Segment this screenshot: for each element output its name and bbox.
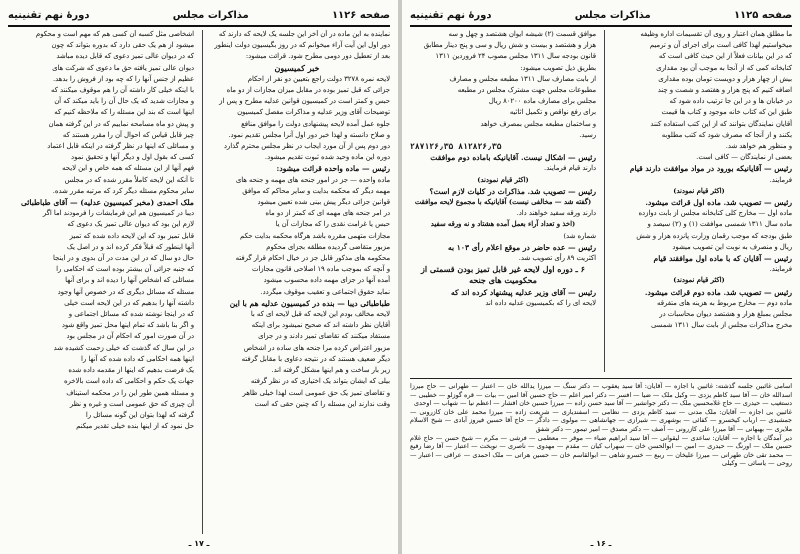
text-line: طبق بودجه که موجب رقمان وزارت پانزده هزار و شش xyxy=(636,231,792,240)
footnote-paragraph: دیر آمدگان با اجازه — آقایان: ساعدی — لیقوانی — آقا سید ابراهیم ضیاء — موقر — معظمی — فرشی — مکرم — شیخ حسن — حاج غلام حسین ملک — اورنگ — حیدری — امین — ابوالحسن خان — سهراب کیان — مقدم — مهدوی — ناصری — نوبخت — اعتبار — آقا رضا رفیع — محمد تقی خان طهرانی — میرزا علیخان — ربیع — خسرو شاهی — ابوالقاسم خان — حسین هراتی — ملک احمدی — عراقی — اعتبار — روحی — یاسائی — وکیلی xyxy=(410,433,792,468)
text-line: مزبور متقاضی گردیده مطلقه بجزای محکوم xyxy=(266,242,390,251)
text-line: دارند ورقه سفید خواهند داد. xyxy=(516,209,596,218)
text-line: و مسائلی که اینها در نظر گرفته در اینکه قابل اعتماد xyxy=(47,142,194,151)
text-line: طبق این که کتاب خانه موجود و کتاب ها قیمت xyxy=(661,108,792,117)
page-number-label: صفحه ۱۱۲۶ xyxy=(331,9,390,21)
text-line: لازم این بود که دیوان عالی تمیز یک دعوی که xyxy=(67,220,194,229)
text-line: بعضی از نمایندگان — کافی است. xyxy=(696,153,792,162)
text-line: آمده آنها در جزای مهمه داده محسوب میشود xyxy=(263,276,390,285)
text-line: فهم آنها از این مسئله که همه خاص و این لایحه xyxy=(62,164,194,173)
text-line: لایحه نمره ۳۲۷۸ دولت راجع بتعیین دو نفر از احکام xyxy=(247,74,390,83)
period-label: دورهٔ نهم تقنینیه xyxy=(8,9,90,21)
text-line: قابل تمیز بود که این لایحه داده شده که تمیز xyxy=(69,231,194,240)
text-line: دارند قیام فرمایند. xyxy=(544,164,596,173)
text-line: نماینده به این ماده در آن آخر این جلسه یک لایحه که دارند که xyxy=(218,30,390,38)
text-line: مستفاد میکنند که تقاضای تمیز دادند و در جزای xyxy=(258,332,390,341)
speaker-line: رئیس — تصویب شد. ماده اول قرائت میشود. xyxy=(645,198,792,208)
text-line: یک فرصت بدهیم که اینها از مقدمه داده شده xyxy=(68,366,194,375)
speaker-line: رئیس — آقایان که با ماده اول موافقند قیام xyxy=(653,254,792,264)
speaker-line: ملک احمدی (مخبر کمیسیون عدلیه) — آقای طباطبائی xyxy=(20,198,194,208)
text-line: ماده سال ۱۳۱۱ شمسی موافقت (۱) و (۲) سیصد و xyxy=(647,220,792,229)
text-line: وقت ندارند این مسئله را که چنین حقی که است xyxy=(254,399,390,408)
left-page-body xyxy=(8,30,390,534)
text-line: ماده واحده — جز در امور جنحه های مهمه و جنحه های xyxy=(235,175,390,184)
text-line: دیگر ضعیف هستند که در نتیجه دعاوی با مقابل گرفته xyxy=(241,354,390,363)
text-line: ماده دوم — مخارج مربوط به هزینه های متفرقه xyxy=(657,298,792,307)
text-line: که در دیوان عالی تمیز دعوی که قابل دیده مباشد xyxy=(56,52,194,61)
speaker-line: رئیس — ماده واحده قرائت میشود: xyxy=(276,164,390,174)
text-line: بیلی که ایشان بتواند یک اختیاری که در نظر گرفته xyxy=(250,377,390,386)
text-line: مطبوعات مجلس جهت مشترک مجلس در مطبعه xyxy=(457,86,596,95)
left-page-header xyxy=(8,6,390,24)
text-line: لایحه ای را که بکمیسیون عدلیه داده اند xyxy=(485,298,596,307)
text-line: و ساختمان مطبعه مجلس بمصرف خواهد xyxy=(480,119,596,128)
center-note: (اکثر قیام نمودند) xyxy=(673,186,725,195)
text-line: میشود از هم یک حقی دارد که بدوره بتواند که چون xyxy=(51,41,194,50)
column-divider xyxy=(604,30,605,372)
text-line: مجازات متهمی مقرره باشد هرگاه محکمه بدایت حکم xyxy=(239,231,390,240)
period-label: دورهٔ نهم تقنینیه xyxy=(410,9,492,21)
text-line: کتابخانه کمی که از آنجا به موجب آن بود مقداری xyxy=(656,63,792,72)
text-line: دوره این ماده وحید شده ثبوت تقدیم میشود. xyxy=(264,153,390,162)
text-line: قانون بودجه سال ۱۳۱۱ مجلس مصوب ۲۴ فروردین ۱۳۱۱ xyxy=(435,52,596,61)
text-line: میخواستیم لهذا کافی است برای اجرای آن و ترمیم xyxy=(649,41,792,50)
text-line: که در اینجا نوشته شده که مسائل اجتماعی و xyxy=(68,310,194,319)
text-line: و مجازات شدید که یک حال آن را باید میکند که آن xyxy=(54,97,194,106)
center-note: (اکثر قیام نمودند) xyxy=(477,175,529,184)
right-page xyxy=(402,0,800,554)
center-note: (اخذ و تعداد آراء بعمل آمده هشتاد و نه ورقه سفید xyxy=(430,220,576,229)
running-title: مذاکرات مجلس xyxy=(574,9,651,21)
text-line: آقایان نظر داشته اند که صحیح نمیشود برای اینکه xyxy=(251,321,390,330)
text-line: ریال و منصرف به نوبت این تصویب میشود xyxy=(672,242,792,251)
text-line: اینها همه احکامی که داده شده که آنها را xyxy=(81,354,194,363)
page-number-label: صفحه ۱۱۲۵ xyxy=(733,9,792,21)
right-page-column-left xyxy=(410,30,596,372)
text-line: اشخاصی مثل کسبه آن کسی هم که مهم است و محکوم xyxy=(35,30,194,38)
right-page-body xyxy=(410,30,792,372)
text-line: عظیم از جنس آنها را که چه بود از فروش را بدهد. xyxy=(52,74,194,83)
text-line: تا آنکه این لایحه کاملاً مقرر شده که در مجلس xyxy=(64,175,194,184)
text-line: دیوان عالی تمیز یافته حق ما دعوی که شرکت های xyxy=(52,63,194,72)
text-line: و پیش دو ماه مسامحه نماییم که در این گرفته همان xyxy=(48,119,194,128)
right-page-column-right xyxy=(606,30,792,372)
text-line: آنها اینطور که قبلاً فکر کرده اند و در اصل یک xyxy=(66,242,194,251)
text-line: و آنچه که بموجب ماده ۱۹ اصلاحی قانون مجازات xyxy=(251,265,390,274)
text-line: شماره شد) xyxy=(563,231,596,240)
center-note: (اکثر قیام نمودند) xyxy=(673,276,725,285)
footnotes-list xyxy=(410,382,792,468)
text-line: اضافه کنیم که پنج هزار و هفتصد و شصت و چند xyxy=(657,86,792,95)
text-line: مزبور اعتراض کرده مرا جنحه های ساده در اشخاص xyxy=(243,343,390,352)
text-line: رسید. xyxy=(579,130,596,139)
text-line: سایر محکوم مسئله دیگر کرد که مرتبه مقرر شده. xyxy=(52,186,194,195)
text-line: در این سال که گذشت که خیلی زحمت کشیده شد xyxy=(53,343,194,352)
center-note: (گفته شد — مخالفی نیست) آقایانیکه با مجموع لایحه موافقت xyxy=(414,198,592,207)
text-line: ماده اول — مخارج کلی کتابخانه مجلس از بابت دوازده xyxy=(638,209,792,218)
text-line: بطریق ذیل تصویب میشود: xyxy=(520,63,596,72)
text-line: محکومه های مذکور قابل جز در خیال احکام قرار گرفته xyxy=(235,254,390,263)
text-line: از بابت مصارف سال ۱۳۱۱ مطبعه مجلس و مصارف xyxy=(449,74,596,83)
column-divider xyxy=(202,30,203,534)
text-line: که در این بیانات فعلاً از این حیث کافی است که xyxy=(658,52,792,61)
text-line: فرمایند. xyxy=(769,175,792,184)
text-line: و صلاح دانسته و لهذا خبر دور اول آنرا مجلس تقدیم نمود. xyxy=(228,130,390,139)
text-line: زیر بار ساخت و هم اینها مشکل گرفته اند. xyxy=(271,366,390,375)
text-line: حال دو سال که در این مدت در آن بدوی و در اینجا xyxy=(52,254,194,263)
text-line: دور دوم پس از آن مورد ایجاب در نظر مجلس محترم گذارد xyxy=(223,142,390,151)
text-line: دیبا در کمیسیون هم این فرمایشات را فرمودند اما اگر xyxy=(42,209,194,218)
text-line: چیز قابل قیاس که احوال آن را مقرر هستند که xyxy=(62,130,194,139)
footnote-paragraph: اسامی غائبین جلسه گذشته: غائبین با اجازه — آقایان: آقا سید یعقوب — دکتر سنگ — میرزا یدالله خان — اعتبار — طهرانی — حاج میرزا اسدالله خان — آقا سید کاظم یزدی — وکیل ملک — ضیا — افسر — دکتر امیر اعلم — حاج حسین آقا امین — بیات — قره گوزلو — خطیبی — دستغیب — حیدری — حاج غلامحسین ملک — دکتر جوانشیر — آقا سید حسن زاده — میرزا حسین خان افشار — اعظم نیا — شهاب — اوحدی xyxy=(410,382,792,408)
speaker-line: رئیس — عده حاضر در موقع اعلام رأی ۱۰۳ به xyxy=(447,242,596,252)
text-line: که جنبه جزائی آن بیشتر بوده است که احکامی را xyxy=(56,265,194,274)
text-line: و اگر بنا باشد که تمام اینها محل تمیز واقع شود xyxy=(61,321,194,330)
text-line: حبس و کمتر است در کمیسیون قوانین عدلیه مطرح و پس از xyxy=(219,97,390,106)
text-line: گرفته که لهذا بتوان این گونه مسائل را xyxy=(85,410,194,419)
text-line: داشته آنها را بدهیم که در این لایحه است خیلی xyxy=(64,298,194,307)
text-line: با اینکه خیلی کار داشته آن را هم موقوف میکنند که xyxy=(51,86,194,95)
text-line: در امر جنحه های مهمه ای که کمتر از دو ماه xyxy=(265,209,390,218)
text-line: جلوه عمل آمده لایحه پیشنهادی دولت را موافق منافع xyxy=(241,119,390,128)
text-line: نماید حقوق اجتماعی و تعقیب موقوف میگردد. xyxy=(260,287,390,296)
text-line: و تقاضای تمیز یک حق عمومی است لهذا خیلی ظاهر xyxy=(242,388,390,397)
section-heading: خبر کمیسیون xyxy=(274,62,320,73)
text-line: جزائی که قبل تمیز بوده در مقابل میزان مجازات از دو ماه xyxy=(226,86,390,95)
text-line: قوانین جزائی دیگر پیش بینی شده تعیین میشود xyxy=(257,198,390,207)
text-line: آقایان نمایندگان بتوانند که از این کتب استفاده کنند xyxy=(650,119,792,128)
text-line: مسئله که مسائل دیگری که در خصوص آنها وجود xyxy=(57,287,194,296)
left-page-column-left xyxy=(8,30,194,534)
text-line: هزار و هشتصد و بیست و شش ریال و سی و پنج دینار مطابق xyxy=(423,41,596,50)
text-line: مجلس بمبلغ هزار و هشتصد دیوان محاسبات در xyxy=(659,310,792,319)
text-line: مسائلی که اشخاص آنها را دیده اند و برای آنها xyxy=(65,276,194,285)
text-line: و مسئله همین طور این را در محکمه استیناف xyxy=(66,388,194,397)
running-title: مذاکرات مجلس xyxy=(172,9,249,21)
text-line: حل نمود که از اینها بنده خیلی تقدیر میکنم xyxy=(76,422,194,431)
right-page-header xyxy=(410,6,792,24)
text-line: موافق قسمت (۲) شیشه ایوان هشتصد و چهل و سه xyxy=(448,30,596,38)
text-line: اکثریت ۸۹ رأی تصویب شد. xyxy=(518,254,596,263)
speaker-line: رئیس — آقای وزیر عدلیه پیشنهاد کرده اند که xyxy=(450,287,596,297)
footnotes-block xyxy=(410,378,792,534)
page-folio: ـ ۱۷ ـ xyxy=(188,539,210,548)
text-line: بیش از چهار هزار و دویست تومان بوده مقداری xyxy=(658,74,792,83)
section-heading: محکومیت های جنحه xyxy=(469,275,537,286)
text-line: آن چیزی که حق عمومی است و غیره و نظر xyxy=(69,399,194,408)
left-page xyxy=(0,0,398,554)
speaker-line: رئیس — تصویب شد. مذاکرات در کلیات لازم است؟ xyxy=(429,186,596,196)
text-line: بعد از تعطیل دور دومی مطرح شود. قرائت میشود: xyxy=(245,52,390,61)
text-line: در خیابان ها و در این جا ترتیب داده شود که xyxy=(669,97,792,106)
section-heading: ۶ ـ دوره اول لایحه غیر قابل تمیز بودن قسمتی از xyxy=(421,264,585,275)
amount-figure: ۲۸۷۱۲۶٫۳۵ ۸۱۲۸۲۶٫۳۵ xyxy=(410,142,502,152)
text-line: برای رفع نواقص و تکمیل اثاثیه xyxy=(509,108,596,117)
text-line: جهات یک حکم و احکامی که داده است بالاخره xyxy=(63,377,194,386)
text-line: لایحه مخالف بودم این لایحه که قبل لایحه ای که با xyxy=(250,310,390,319)
speaker-line: رئیس — آقایانیکه بورود در مواد موافقت دارند قیام xyxy=(629,164,792,174)
text-line: مخرج مذاکرات مجلس از بابت سال ۱۳۱۱ شمسی xyxy=(651,321,792,330)
text-line: توضیحات آقای وزیر عدلیه و مذاکرات مفصل کمیسیون xyxy=(237,108,390,117)
page-folio: ـ ۱۶ ـ xyxy=(590,539,612,548)
speaker-line: طباطبائی دیبا — بنده در کمیسیون عدلیه هم با این xyxy=(229,298,390,308)
footnote-paragraph: غائبین بی اجازه — آقایان: ملک مدنی — سید کاظم یزدی — نظامی — اسفندیاری — شریعت زاده — میرزا محمد علی خان کازرونی — جمشیدی — ارباب کیخسرو — کفائی — بوشهری — شیرازی — جهانشاهی — مولوی — دادگر — حاج آقا حسین فیروز آبادی — شیخ الاسلام ملایری — بهبهانی — آقا میرزا علی کازرونی — آصف — دکتر مصدق — امیر تیمور — دکتر شفق xyxy=(410,407,792,433)
text-line: و منظور هم خواهد شد. xyxy=(725,142,792,151)
text-line: بکنند و از آنجا که مصرف شود که کتب مطلوبه xyxy=(661,130,792,139)
left-page-column-right xyxy=(204,30,390,534)
text-line: اینها است که بند این مسئله را که ملاحظه کنیم که xyxy=(54,108,194,117)
text-line: ما مطلق همان اعتبار و روی آن تقسیمات اداره وظیفه xyxy=(640,30,792,38)
text-line: حبس یا غرامت نقدی را که مجازات آن یا xyxy=(275,220,390,229)
text-line: در آن صورت امور که احکام آن در مجلس بود xyxy=(66,332,194,341)
text-line: مهمه دیگر که محکمه بدایت و سایر محاکم که موافق xyxy=(242,186,390,195)
speaker-line: رئیس — اشکال نیست. آقایانیکه باماده دوم موافقت xyxy=(430,153,596,163)
text-line: دور اول این آیت آراء میخوانم که در روز بگیسیون دولت اینطور xyxy=(214,41,390,50)
text-line: مجلس برای مصارف ماده ۸۰۲۰۰ ریال xyxy=(488,97,596,106)
text-line: کسی که بقول اول و دیگر آنها و تحقیق نمود xyxy=(71,153,194,162)
text-line: فرمایند. xyxy=(769,265,792,274)
speaker-line: رئیس — تصویب شد. ماده دوم قرائت میشود. xyxy=(644,287,792,297)
